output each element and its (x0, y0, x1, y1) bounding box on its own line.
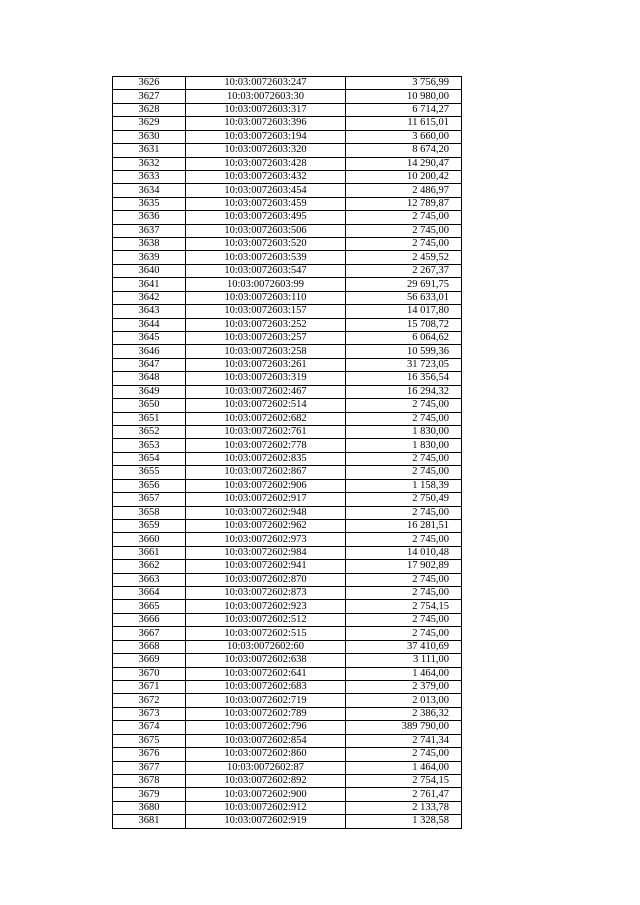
table-row (113, 466, 462, 479)
cadastral-number-cell: 10:03:0072602:912 (186, 801, 346, 814)
table-row (113, 144, 462, 157)
amount-cell: 2 486,97 (346, 184, 462, 197)
row-number-cell: 3654 (113, 452, 186, 465)
table-row (113, 587, 462, 600)
amount-cell: 2 133,78 (346, 801, 462, 814)
table-row (113, 372, 462, 385)
row-number-cell: 3673 (113, 707, 186, 720)
row-number-cell: 3640 (113, 264, 186, 277)
amount-cell: 16 356,54 (346, 372, 462, 385)
table-row (113, 519, 462, 532)
table-row (113, 305, 462, 318)
row-number-cell: 3652 (113, 425, 186, 438)
row-number-cell: 3668 (113, 640, 186, 653)
amount-cell: 15 708,72 (346, 318, 462, 331)
cadastral-number-cell: 10:03:0072602:835 (186, 452, 346, 465)
cadastral-number-cell: 10:03:0072602:854 (186, 734, 346, 747)
amount-cell: 56 633,01 (346, 291, 462, 304)
table-row (113, 412, 462, 425)
cadastral-number-cell: 10:03:0072603:396 (186, 117, 346, 130)
cadastral-number-cell: 10:03:0072602:87 (186, 761, 346, 774)
row-number-cell: 3632 (113, 157, 186, 170)
row-number-cell: 3651 (113, 412, 186, 425)
table-row (113, 801, 462, 814)
amount-cell: 6 064,62 (346, 332, 462, 345)
row-number-cell: 3664 (113, 587, 186, 600)
cadastral-number-cell: 10:03:0072602:941 (186, 560, 346, 573)
table-row (113, 385, 462, 398)
amount-cell: 389 790,00 (346, 721, 462, 734)
row-number-cell: 3635 (113, 197, 186, 210)
amount-cell: 14 290,47 (346, 157, 462, 170)
cadastral-number-cell: 10:03:0072602:778 (186, 439, 346, 452)
row-number-cell: 3643 (113, 305, 186, 318)
amount-cell: 2 745,00 (346, 466, 462, 479)
table-row (113, 748, 462, 761)
amount-cell: 31 723,05 (346, 358, 462, 371)
table-row (113, 130, 462, 143)
cadastral-number-cell: 10:03:0072603:258 (186, 345, 346, 358)
table-row (113, 734, 462, 747)
amount-cell: 12 789,87 (346, 197, 462, 210)
cadastral-number-cell: 10:03:0072603:320 (186, 144, 346, 157)
amount-cell: 1 158,39 (346, 479, 462, 492)
table-row (113, 694, 462, 707)
cadastral-number-cell: 10:03:0072603:261 (186, 358, 346, 371)
row-number-cell: 3653 (113, 439, 186, 452)
row-number-cell: 3627 (113, 90, 186, 103)
table-row (113, 170, 462, 183)
cadastral-number-cell: 10:03:0072602:962 (186, 519, 346, 532)
cadastral-number-cell: 10:03:0072602:514 (186, 399, 346, 412)
table-row (113, 707, 462, 720)
row-number-cell: 3648 (113, 372, 186, 385)
table-row (113, 77, 462, 90)
cadastral-number-cell: 10:03:0072603:539 (186, 251, 346, 264)
table-body (113, 77, 462, 829)
table-row (113, 546, 462, 559)
row-number-cell: 3645 (113, 332, 186, 345)
cadastral-number-cell: 10:03:0072603:317 (186, 103, 346, 116)
table-row (113, 627, 462, 640)
amount-cell: 2 386,32 (346, 707, 462, 720)
row-number-cell: 3639 (113, 251, 186, 264)
cadastral-number-cell: 10:03:0072602:923 (186, 600, 346, 613)
row-number-cell: 3638 (113, 238, 186, 251)
amount-cell: 2 745,00 (346, 533, 462, 546)
amount-cell: 10 980,00 (346, 90, 462, 103)
amount-cell: 17 902,89 (346, 560, 462, 573)
row-number-cell: 3641 (113, 278, 186, 291)
cadastral-number-cell: 10:03:0072602:789 (186, 707, 346, 720)
row-number-cell: 3637 (113, 224, 186, 237)
amount-cell: 10 599,36 (346, 345, 462, 358)
amount-cell: 14 010,48 (346, 546, 462, 559)
row-number-cell: 3649 (113, 385, 186, 398)
table-row (113, 238, 462, 251)
cadastral-number-cell: 10:03:0072602:682 (186, 412, 346, 425)
cadastral-number-cell: 10:03:0072602:984 (186, 546, 346, 559)
amount-cell: 2 745,00 (346, 238, 462, 251)
row-number-cell: 3679 (113, 788, 186, 801)
amount-cell: 3 756,99 (346, 77, 462, 90)
amount-cell: 1 830,00 (346, 425, 462, 438)
cadastral-number-cell: 10:03:0072602:860 (186, 748, 346, 761)
cadastral-number-cell: 10:03:0072603:428 (186, 157, 346, 170)
table-row (113, 157, 462, 170)
cadastral-number-cell: 10:03:0072603:454 (186, 184, 346, 197)
row-number-cell: 3644 (113, 318, 186, 331)
row-number-cell: 3629 (113, 117, 186, 130)
table-row (113, 613, 462, 626)
amount-cell: 16 281,51 (346, 519, 462, 532)
table-row (113, 425, 462, 438)
row-number-cell: 3663 (113, 573, 186, 586)
table-row (113, 291, 462, 304)
cadastral-number-cell: 10:03:0072602:761 (186, 425, 346, 438)
cadastral-number-cell: 10:03:0072602:512 (186, 613, 346, 626)
amount-cell: 2 745,00 (346, 573, 462, 586)
row-number-cell: 3656 (113, 479, 186, 492)
amount-cell: 2 745,00 (346, 224, 462, 237)
row-number-cell: 3630 (113, 130, 186, 143)
cadastral-number-cell: 10:03:0072602:917 (186, 493, 346, 506)
cadastral-number-cell: 10:03:0072602:873 (186, 587, 346, 600)
cadastral-number-cell: 10:03:0072602:641 (186, 667, 346, 680)
amount-cell: 2 761,47 (346, 788, 462, 801)
table-row (113, 815, 462, 828)
row-number-cell: 3659 (113, 519, 186, 532)
row-number-cell: 3666 (113, 613, 186, 626)
cadastral-number-cell: 10:03:0072603:506 (186, 224, 346, 237)
amount-cell: 2 754,15 (346, 600, 462, 613)
amount-cell: 3 111,00 (346, 654, 462, 667)
data-table (112, 76, 462, 829)
table-row (113, 600, 462, 613)
amount-cell: 14 017,80 (346, 305, 462, 318)
cadastral-number-cell: 10:03:0072603:257 (186, 332, 346, 345)
cadastral-number-cell: 10:03:0072602:638 (186, 654, 346, 667)
row-number-cell: 3657 (113, 493, 186, 506)
table-row (113, 654, 462, 667)
row-number-cell: 3670 (113, 667, 186, 680)
row-number-cell: 3628 (113, 103, 186, 116)
cadastral-number-cell: 10:03:0072603:432 (186, 170, 346, 183)
cadastral-number-cell: 10:03:0072603:194 (186, 130, 346, 143)
row-number-cell: 3662 (113, 560, 186, 573)
row-number-cell: 3650 (113, 399, 186, 412)
amount-cell: 11 615,01 (346, 117, 462, 130)
table-row (113, 506, 462, 519)
row-number-cell: 3636 (113, 211, 186, 224)
row-number-cell: 3631 (113, 144, 186, 157)
amount-cell: 2 745,00 (346, 613, 462, 626)
amount-cell: 3 660,00 (346, 130, 462, 143)
cadastral-number-cell: 10:03:0072602:867 (186, 466, 346, 479)
amount-cell: 2 013,00 (346, 694, 462, 707)
table-row (113, 197, 462, 210)
amount-cell: 2 745,00 (346, 399, 462, 412)
cadastral-number-cell: 10:03:0072602:467 (186, 385, 346, 398)
table-row (113, 493, 462, 506)
cadastral-number-cell: 10:03:0072603:459 (186, 197, 346, 210)
table-row (113, 251, 462, 264)
cadastral-number-cell: 10:03:0072602:906 (186, 479, 346, 492)
amount-cell: 29 691,75 (346, 278, 462, 291)
table-row (113, 573, 462, 586)
table-row (113, 358, 462, 371)
table-row (113, 640, 462, 653)
amount-cell: 2 459,52 (346, 251, 462, 264)
amount-cell: 1 328,58 (346, 815, 462, 828)
row-number-cell: 3655 (113, 466, 186, 479)
table-row (113, 117, 462, 130)
row-number-cell: 3669 (113, 654, 186, 667)
cadastral-number-cell: 10:03:0072602:900 (186, 788, 346, 801)
cadastral-number-cell: 10:03:0072602:948 (186, 506, 346, 519)
cadastral-number-cell: 10:03:0072603:319 (186, 372, 346, 385)
cadastral-number-cell: 10:03:0072603:252 (186, 318, 346, 331)
row-number-cell: 3671 (113, 680, 186, 693)
amount-cell: 1 830,00 (346, 439, 462, 452)
cadastral-number-cell: 10:03:0072602:973 (186, 533, 346, 546)
cadastral-number-cell: 10:03:0072603:247 (186, 77, 346, 90)
amount-cell: 8 674,20 (346, 144, 462, 157)
row-number-cell: 3672 (113, 694, 186, 707)
amount-cell: 37 410,69 (346, 640, 462, 653)
table-row (113, 399, 462, 412)
cadastral-number-cell: 10:03:0072602:683 (186, 680, 346, 693)
row-number-cell: 3633 (113, 170, 186, 183)
amount-cell: 2 745,00 (346, 412, 462, 425)
row-number-cell: 3680 (113, 801, 186, 814)
row-number-cell: 3642 (113, 291, 186, 304)
cadastral-number-cell: 10:03:0072603:110 (186, 291, 346, 304)
table-row (113, 264, 462, 277)
cadastral-number-cell: 10:03:0072602:719 (186, 694, 346, 707)
row-number-cell: 3626 (113, 77, 186, 90)
table-row (113, 761, 462, 774)
row-number-cell: 3677 (113, 761, 186, 774)
amount-cell: 2 745,00 (346, 452, 462, 465)
amount-cell: 2 745,00 (346, 506, 462, 519)
table-row (113, 318, 462, 331)
table-row (113, 680, 462, 693)
amount-cell: 1 464,00 (346, 667, 462, 680)
row-number-cell: 3674 (113, 721, 186, 734)
table-row (113, 332, 462, 345)
cadastral-number-cell: 10:03:0072602:892 (186, 774, 346, 787)
amount-cell: 2 741,34 (346, 734, 462, 747)
cadastral-number-cell: 10:03:0072602:60 (186, 640, 346, 653)
row-number-cell: 3676 (113, 748, 186, 761)
table-row (113, 788, 462, 801)
row-number-cell: 3675 (113, 734, 186, 747)
table-row (113, 721, 462, 734)
amount-cell: 2 379,00 (346, 680, 462, 693)
cadastral-number-cell: 10:03:0072603:99 (186, 278, 346, 291)
amount-cell: 2 267,37 (346, 264, 462, 277)
row-number-cell: 3667 (113, 627, 186, 640)
amount-cell: 2 754,15 (346, 774, 462, 787)
table-row (113, 184, 462, 197)
table-row (113, 667, 462, 680)
table-row (113, 560, 462, 573)
table-row (113, 90, 462, 103)
amount-cell: 2 745,00 (346, 748, 462, 761)
row-number-cell: 3665 (113, 600, 186, 613)
cadastral-number-cell: 10:03:0072603:30 (186, 90, 346, 103)
cadastral-number-cell: 10:03:0072602:796 (186, 721, 346, 734)
row-number-cell: 3678 (113, 774, 186, 787)
cadastral-number-cell: 10:03:0072603:547 (186, 264, 346, 277)
table-row (113, 278, 462, 291)
amount-cell: 2 745,00 (346, 211, 462, 224)
table-row (113, 533, 462, 546)
cadastral-number-cell: 10:03:0072603:520 (186, 238, 346, 251)
table-row (113, 774, 462, 787)
row-number-cell: 3646 (113, 345, 186, 358)
cadastral-number-cell: 10:03:0072602:870 (186, 573, 346, 586)
row-number-cell: 3647 (113, 358, 186, 371)
amount-cell: 16 294,32 (346, 385, 462, 398)
cadastral-number-cell: 10:03:0072603:495 (186, 211, 346, 224)
amount-cell: 2 745,00 (346, 587, 462, 600)
amount-cell: 2 745,00 (346, 627, 462, 640)
row-number-cell: 3658 (113, 506, 186, 519)
row-number-cell: 3661 (113, 546, 186, 559)
table-row (113, 452, 462, 465)
table-row (113, 224, 462, 237)
amount-cell: 6 714,27 (346, 103, 462, 116)
amount-cell: 2 750,49 (346, 493, 462, 506)
table-row (113, 479, 462, 492)
amount-cell: 1 464,00 (346, 761, 462, 774)
cadastral-number-cell: 10:03:0072603:157 (186, 305, 346, 318)
row-number-cell: 3681 (113, 815, 186, 828)
table-row (113, 345, 462, 358)
table-row (113, 211, 462, 224)
row-number-cell: 3660 (113, 533, 186, 546)
table-row (113, 103, 462, 116)
cadastral-number-cell: 10:03:0072602:515 (186, 627, 346, 640)
amount-cell: 10 200,42 (346, 170, 462, 183)
row-number-cell: 3634 (113, 184, 186, 197)
cadastral-number-cell: 10:03:0072602:919 (186, 815, 346, 828)
table-row (113, 439, 462, 452)
